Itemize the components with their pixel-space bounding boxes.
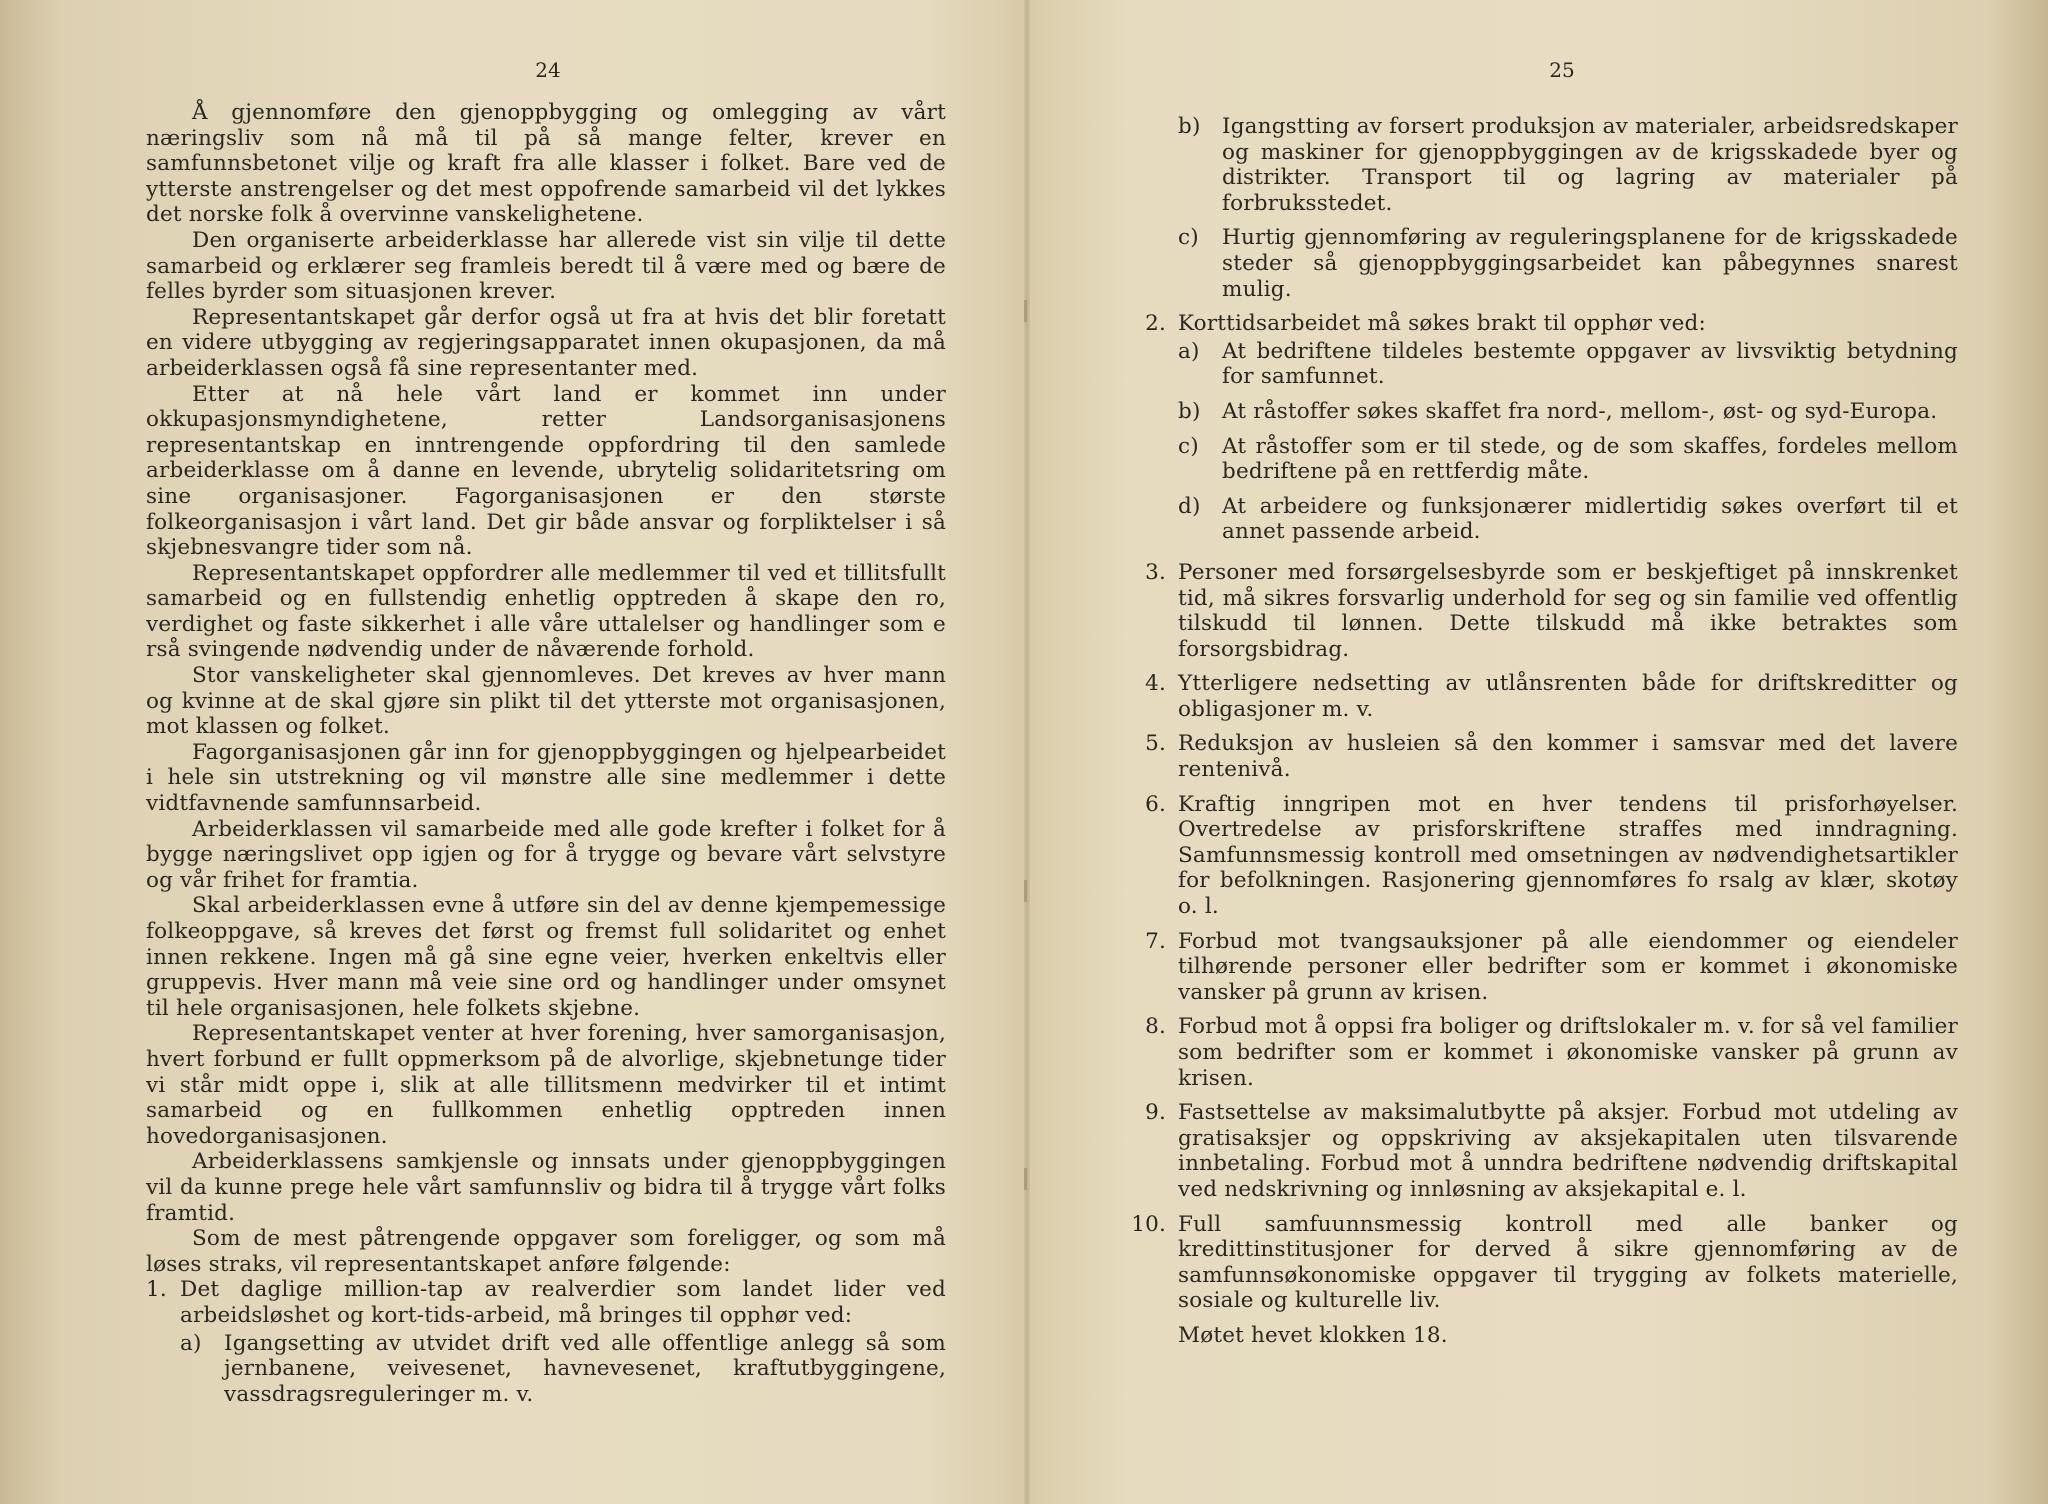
right-page-text <box>1124 112 1958 1349</box>
list-item <box>1124 1212 1958 1314</box>
sub-item-text: Hurtig gjennomføring av reguleringsplanene for de krigsskadede steder så gjenoppbyggingsarbeidet kan påbegynnes snarest mulig. <box>1222 225 1958 302</box>
list-number: 10. <box>1131 1211 1166 1237</box>
paragraph: Stor vanskeligheter skal gjennomleves. Det kreves av hver mann og kvinne at de skal gjøre sin plikt til det ytterste mot organisasjonen, mot klassen og folket. <box>146 663 946 740</box>
list-item-text: Det daglige million-tap av realverdier som landet lider ved arbeidsløshet og kort-tids-arbeid, må bringes til opphør ved: <box>180 1277 946 1328</box>
list-number: 7. <box>1145 928 1166 954</box>
paragraph: Som de mest påtrengende oppgaver som foreligger, og som må løses straks, vil representantskapet anføre følgende: <box>146 1226 946 1277</box>
sub-item-text: At arbeidere og funksjonærer midlertidig søkes overført til et annet passende arbeid. <box>1222 493 1958 545</box>
list-item-text: Ytterligere nedsetting av utlånsrenten både for driftskreditter og obligasjoner m. v. <box>1178 671 1958 722</box>
paragraph: Skal arbeiderklassen evne å utføre sin del av denne kjempemessige folkeoppgave, så kreves det først og fremst full solidaritet og enhet innen rekkene. Ingen må gå sine egne veier, hverken enkeltvis eller gruppevis. Hver mann må veie sine ord og handlinger under omsynet til hele organisasjonen, hele folkets skjebne. <box>146 893 946 1021</box>
list-item <box>1124 1100 1958 1202</box>
page-number: 25 <box>1549 58 1575 82</box>
left-page-text <box>146 100 946 1416</box>
paragraph: Representantskapet går derfor også ut fra at hvis det blir foretatt en videre utbygging av regjeringsapparatet innen okupasjonen, da må arbeiderklassen også få sine representanter med. <box>146 304 946 381</box>
sub-item-label: a) <box>180 1330 202 1356</box>
paragraph: Fagorganisasjonen går inn for gjenoppbyggingen og hjelpearbeidet i hele sin utstrekning og vil mønstre alle sine medlemmer i dette vidtfavnende samfunnsarbeid. <box>146 739 946 817</box>
list-number: 6. <box>1145 791 1166 817</box>
list-item <box>1124 560 1958 662</box>
sub-item <box>1178 494 1958 545</box>
spine-mark <box>1024 1168 1027 1190</box>
sub-item-label: b) <box>1178 114 1201 139</box>
list-number: 8. <box>1145 1014 1166 1040</box>
sub-item <box>1178 114 1958 216</box>
list-item <box>1124 929 1958 1006</box>
list-number: 2. <box>1145 311 1166 337</box>
list-item <box>1124 792 1958 920</box>
paragraph: Etter at nå hele vårt land er kommet inn under okkupasjonsmyndighetene, retter Landsorganisasjonens representantskap en inntrengende oppfordring til den samlede arbeiderklasse om å danne en levende, ubrytelig solidaritetsring om sine organisasjoner. Fagorganisasjonen er den største folkeorganisasjon i vårt land. Det gir både ansvar og forpliktelser i så skjebnesvangre tider som nå. <box>146 381 946 561</box>
sub-item <box>180 1331 946 1408</box>
list-item <box>1124 731 1958 782</box>
list-number: 9. <box>1145 1100 1166 1126</box>
closing-line: Møtet hevet klokken 18. <box>1178 1322 1448 1348</box>
spine-mark <box>1024 300 1027 322</box>
sub-item-label: d) <box>1178 493 1201 519</box>
list-item-text: Fastsettelse av maksimalutbytte på aksjer. Forbud mot utdeling av gratisaksjer og oppskriving av aksjekapitalen uten tilsvarende innbetaling. Forbud mot å unndra bedriftene nødvendig driftskapital ved nedskrivning og innløsning av aksjekapital e. l. <box>1178 1100 1958 1202</box>
list-item-text: Full samfuunnsmessig kontroll med alle banker og kredittinstitusjoner for derved å sikre gjennomføring av de samfunnsøkonomiske oppgaver til trygging av folkets materielle, sosiale og kulturelle liv. <box>1178 1211 1958 1314</box>
paragraph: Representantskapet venter at hver forening, hver samorganisasjon, hvert forbund er fullt oppmerksom på de alvorlige, skjebnetunge tider vi står midt oppe i, slik at alle tillitsmenn medvirker til et intimt samarbeid og en fullkommen enhetlig opptreden innen hovedorganisasjonen. <box>146 1021 946 1149</box>
list-item-text: Forbud mot tvangsauksjoner på alle eiendommer og eiendeler tilhørende personer eller bedrifter som er kommet i økonomiske vansker på grunn av krisen. <box>1178 928 1958 1005</box>
spine-mark <box>1024 880 1027 902</box>
list-item-text: Korttidsarbeidet må søkes brakt til opphør ved: <box>1178 311 1706 337</box>
paragraph: Representantskapet oppfordrer alle medlemmer til ved et tillitsfullt samarbeid og en fullstendig enhetlig opptreden å skape den ro, verdighet og faste sikkerhet i alle våre uttalelser og handlinger som e rså svingende nødvendig under de nåværende forhold. <box>146 560 946 663</box>
paragraph: Å gjennomføre den gjenoppbygging og omlegging av vårt næringsliv som nå må til på så mange felter, krever en samfunnsbetonet vilje og kraft fra alle klasser i folket. Bare ved de ytterste anstrengelser og det mest oppofrende samarbeid vil det lykkes det norske folk å overvinne vanskelighetene. <box>146 100 946 228</box>
sub-item <box>1178 339 1958 390</box>
sub-item <box>1178 434 1958 485</box>
sub-item <box>1178 225 1958 302</box>
list-item-text: Reduksjon av husleien så den kommer i samsvar med det lavere rentenivå. <box>1178 731 1958 783</box>
list-item <box>1124 1014 1958 1091</box>
sub-item-text: Igangstting av forsert produksjon av materialer, arbeidsredskaper og maskiner for gjenoppbyggingen av de krigsskadede byer og distrikter. Transport til og lagring av materialer på forbruksstedet. <box>1222 114 1958 216</box>
list-item-text: Personer med forsørgelsesbyrde som er beskjeftiget på innskrenket tid, må sikres forsvarlig underhold for seg og sin familie ved offentlig tilskudd til lønnen. Dette tilskudd må ikke betraktes som forsorgsbidrag. <box>1178 559 1958 662</box>
list-item-text: Kraftig inngripen mot en hver tendens til prisforhøyelser. Overtredelse av prisforskriftene straffes med inndragning. Samfunnsmessig kontroll med omsetningen av nødvendighetsartikler for befolkningen. Rasjonering gjennomføres fo rsalg av klær, skotøy o. l. <box>1178 791 1958 920</box>
sub-item-label: a) <box>1178 338 1200 364</box>
list-number: 3. <box>1145 559 1166 585</box>
page-number: 24 <box>535 58 561 82</box>
paragraph: Den organiserte arbeiderklasse har allerede vist sin vilje til dette samarbeid og erklærer seg framleis beredt til å være med og bære de felles byrder som situasjonen krever. <box>146 227 946 305</box>
sub-item-label: c) <box>1178 225 1199 251</box>
sub-item-text: At bedriftene tildeles bestemte oppgaver av livsviktig betydning for samfunnet. <box>1222 338 1958 390</box>
right-page <box>1030 0 2048 1504</box>
sub-item-text: At råstoffer som er til stede, og de som skaffes, fordeles mellom bedriftene på en rettferdig måte. <box>1222 433 1958 485</box>
sub-item-text: Igangsetting av utvidet drift ved alle offentlige anlegg så som jernbanene, veivesenet, havnevesenet, kraftutbyggingene, vassdragsreguleringer m. v. <box>224 1330 946 1407</box>
sub-item-label: b) <box>1178 398 1201 424</box>
sub-item <box>1178 399 1958 425</box>
list-number: 5. <box>1145 731 1166 757</box>
list-item <box>1124 671 1958 722</box>
sub-item-label: c) <box>1178 433 1199 459</box>
list-item-text: Forbud mot å oppsi fra boliger og driftslokaler m. v. for så vel familier som bedrifter som er kommet i økonomiske vansker på grunn av krisen. <box>1178 1014 1958 1091</box>
list-number: 1. <box>146 1277 167 1303</box>
list-number: 4. <box>1145 671 1166 697</box>
paragraph: Arbeiderklassens samkjensle og innsats under gjenoppbyggingen vil da kunne prege hele vårt samfunnsliv og bidra til å trygge vårt folks framtid. <box>146 1149 946 1226</box>
sub-item-text: At råstoffer søkes skaffet fra nord-, mellom-, øst- og syd-Europa. <box>1222 398 1938 424</box>
list-item <box>1124 311 1958 554</box>
list-item <box>146 1277 946 1407</box>
paragraph: Arbeiderklassen vil samarbeide med alle gode krefter i folket for å bygge næringslivet opp igjen og for å trygge og bevare vårt selvstyre og vår frihet for framtia. <box>146 816 946 893</box>
